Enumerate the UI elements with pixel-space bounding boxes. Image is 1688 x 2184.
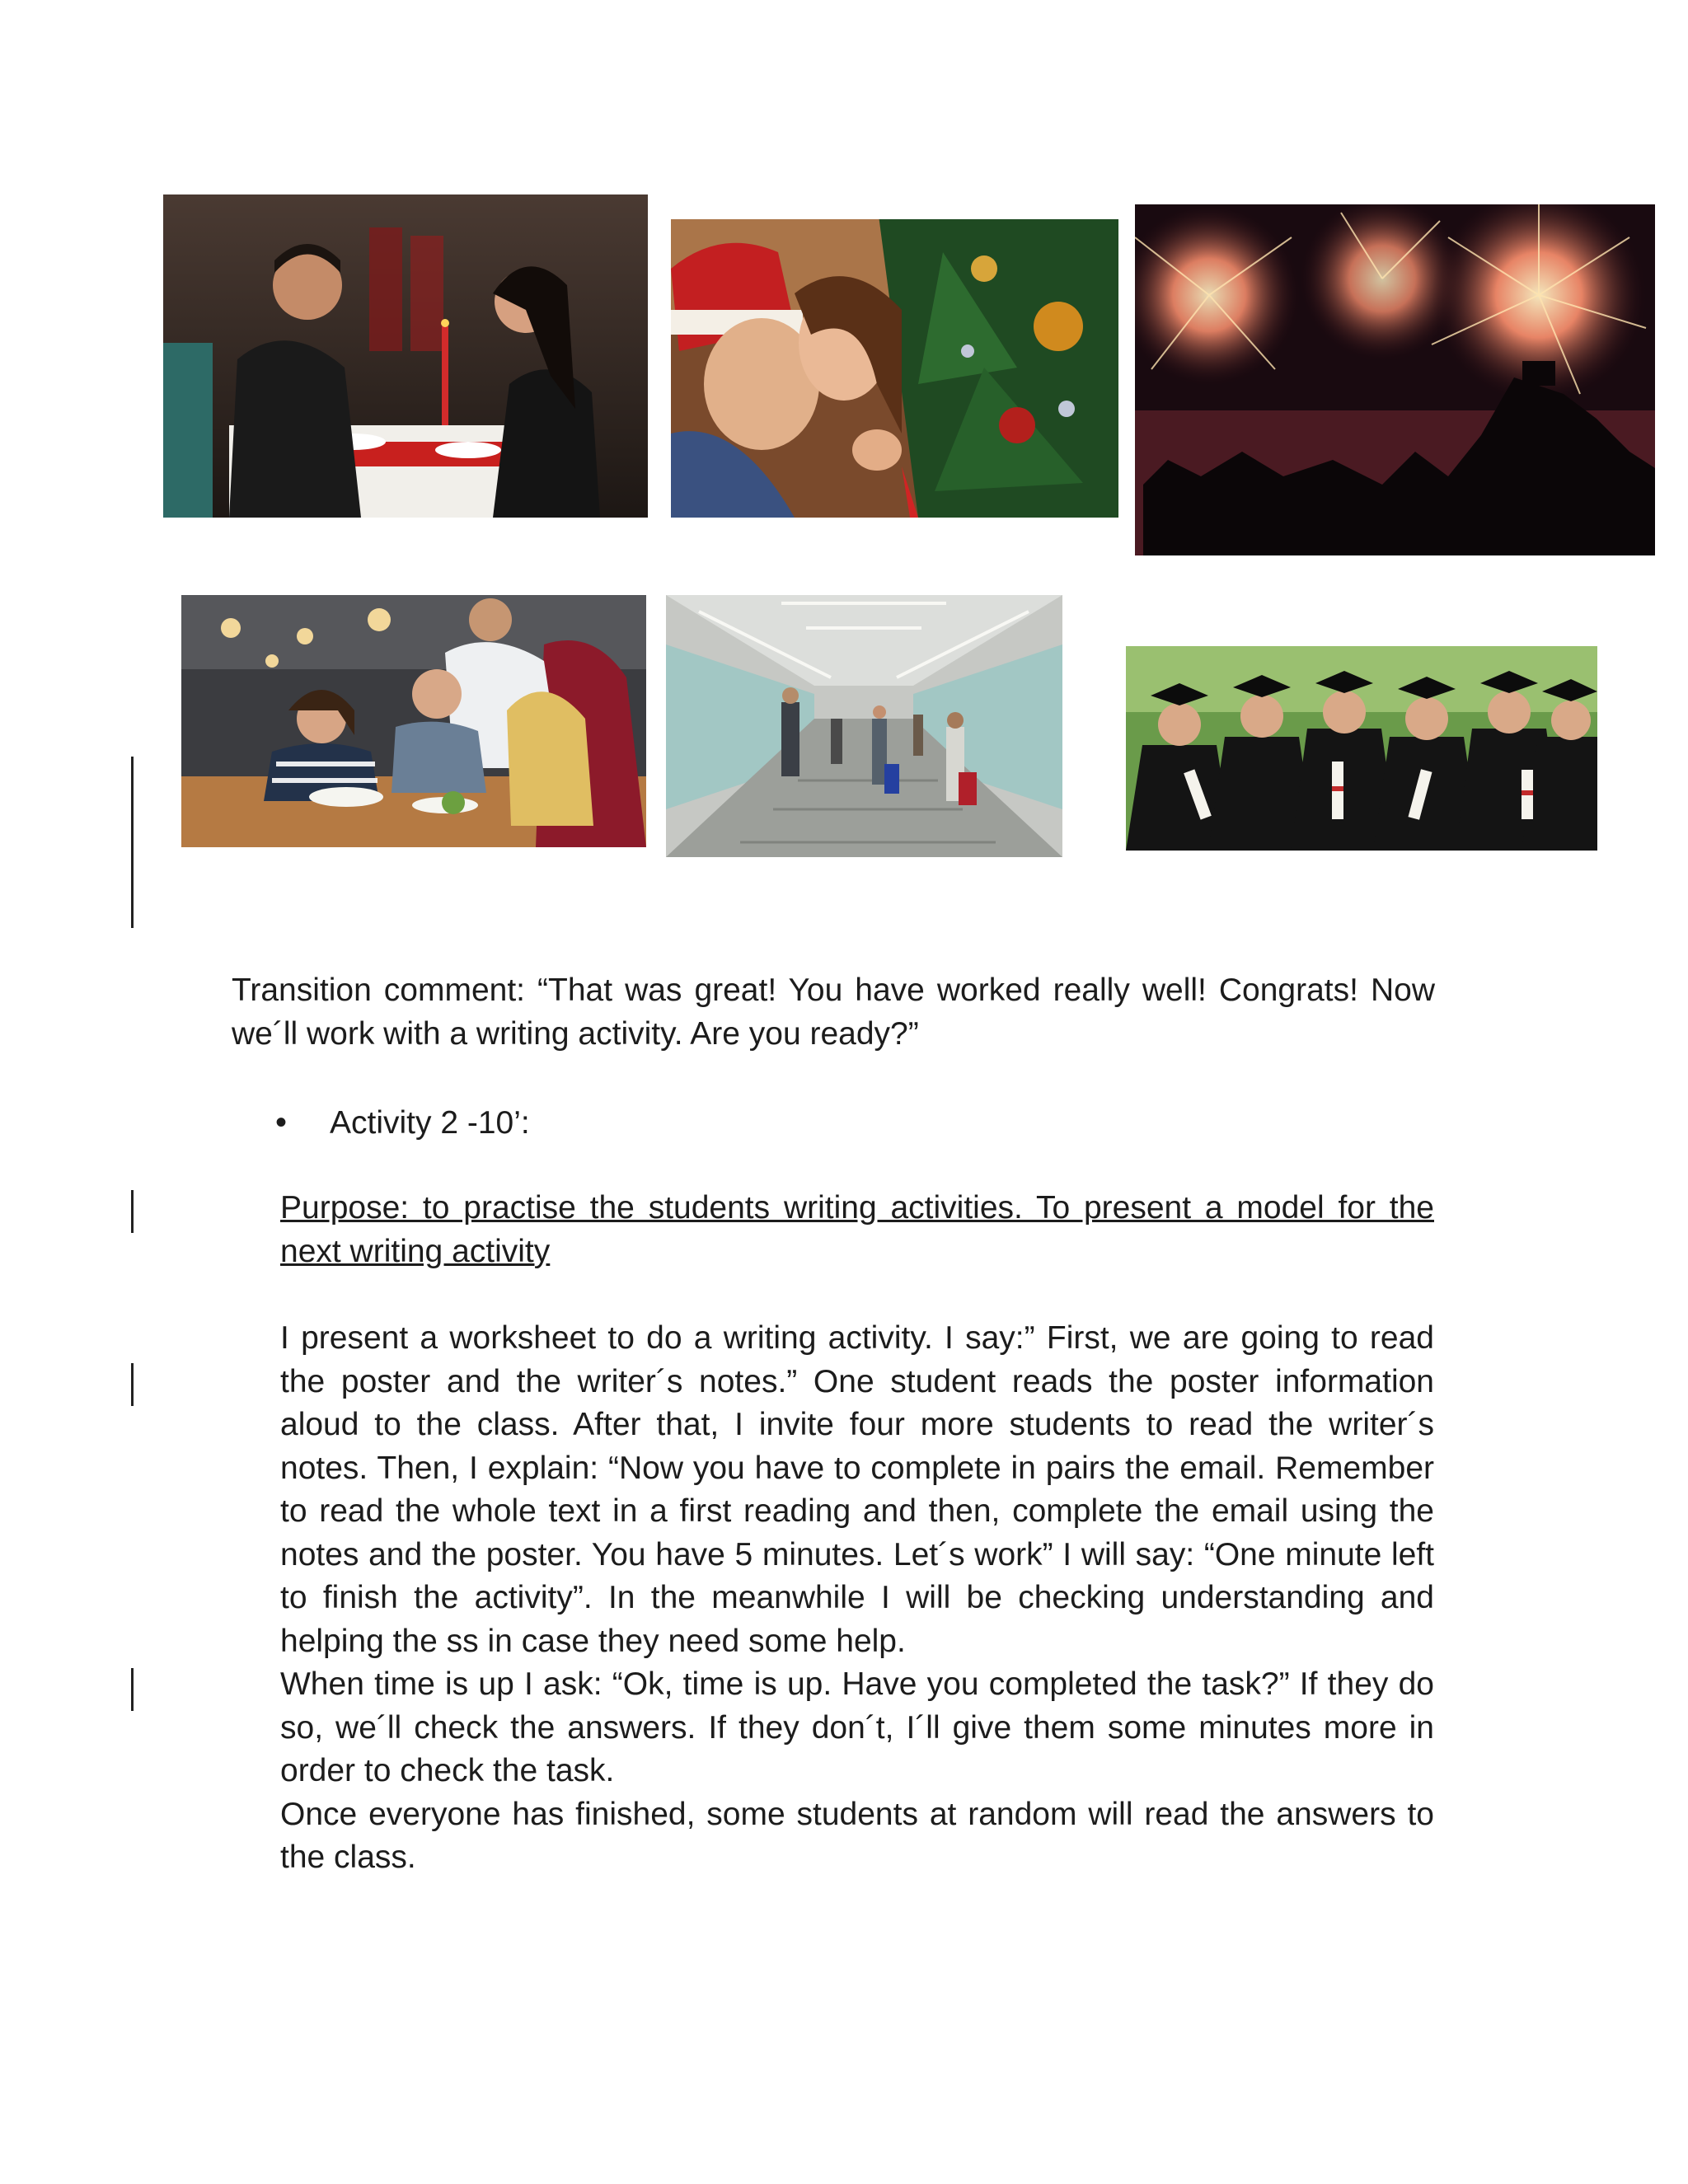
- change-bar: [131, 757, 134, 928]
- activity-title: Activity 2 -10’:: [330, 1105, 530, 1141]
- airport-travelers-photo: [666, 595, 1062, 857]
- graduation-photo: [1126, 646, 1597, 851]
- paragraph: Once everyone has finished, some students at random will read the answers to the class.: [280, 1796, 1434, 1875]
- friends-restaurant-photo: [181, 595, 646, 847]
- activity-description: [280, 1317, 1434, 1880]
- paragraph: When time is up I ask: “Ok, time is up. Have you completed the task?” If they do so, we´ll check the answers. If they don´t, I´ll give them some minutes more in order to check the task.: [280, 1666, 1434, 1788]
- christmas-tree-photo: [671, 219, 1118, 518]
- bullet-icon: •: [275, 1104, 288, 1141]
- purpose-statement: Purpose: to practise the students writing activities. To present a model for the next writing activity: [280, 1190, 1434, 1269]
- change-bar: [131, 1668, 134, 1711]
- couple-dinner-photo: [163, 194, 648, 518]
- fireworks-photo: [1135, 204, 1655, 555]
- activity-bullet: [275, 1101, 1429, 1146]
- paragraph: I present a worksheet to do a writing activity. I say:” First, we are going to read the poster and the writer´s notes.” One student reads the poster information aloud to the class. After that, I invite four more students to read the writer´s notes. Then, I explain: “Now you have to complete in pairs the email. Remember to read the whole text in a first reading and then, complete the email using the notes and the poster. You have 5 minutes. Let´s work” I will say: “One minute left to finish the activity”. In the meanwhile I will be checking understanding and helping the ss in case they need some help.: [280, 1320, 1434, 1659]
- transition-comment: Transition comment: “That was great! You have worked really well! Congrats! Now we´ll work with a writing activity. Are you ready?”: [232, 972, 1435, 1052]
- change-bar: [131, 1190, 134, 1233]
- change-bar: [131, 1363, 134, 1406]
